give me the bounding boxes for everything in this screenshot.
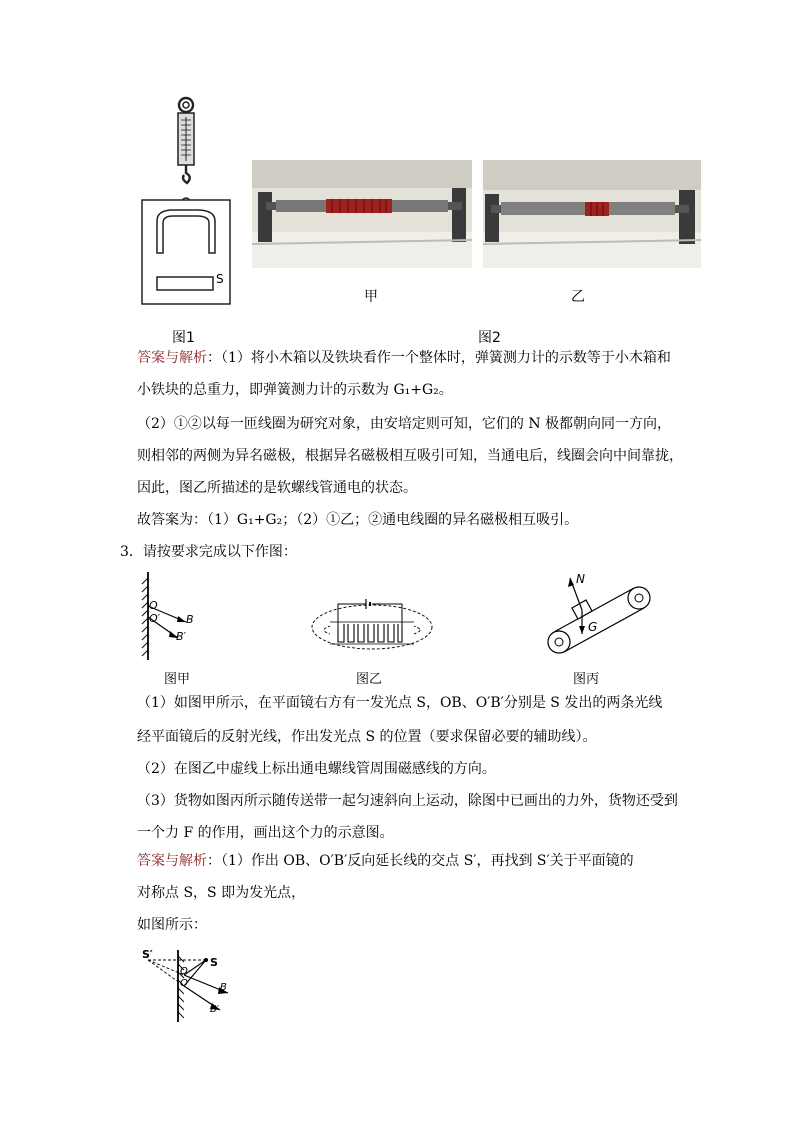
fig-bing-label-N: N <box>576 572 585 586</box>
photo-yi-label: 乙 <box>571 289 585 305</box>
fig-bing-label-G: G <box>588 620 598 634</box>
photo-jia-label: 甲 <box>364 289 378 305</box>
analysis1-line5: 因此，图乙所描述的是软螺线管通电的状态。 <box>137 480 417 496</box>
analysis-heading: 答案与解析 <box>137 350 207 366</box>
fig-yi-caption: 图乙 <box>356 672 383 687</box>
q3-item2: （2）在图乙中虚线上标出通电螺线管周围磁感线的方向。 <box>137 761 496 777</box>
solution-label-B2: B′ <box>210 1004 220 1015</box>
photo-solenoid-jia <box>252 160 472 268</box>
question3-heading: 3．请按要求完成以下作图： <box>120 544 297 560</box>
solution-label-B: B <box>220 982 227 993</box>
fig-jia-label-O2: O′ <box>149 612 161 625</box>
magnet-s-label: S <box>216 272 224 286</box>
analysis1-answer: 故答案为：（1）G₁+G₂；（2）①乙；②通电线圈的异名磁极相互吸引。 <box>137 512 579 528</box>
photo-solenoid-yi <box>483 160 701 268</box>
solution-label-S: S <box>210 956 218 969</box>
solution-mirror-diagram <box>140 948 250 1024</box>
fig-jia-label-B: B <box>186 613 194 626</box>
analysis-heading-2: 答案与解析 <box>137 853 207 869</box>
analysis1-line2: 小铁块的总重力，即弹簧测力计的示数为 G₁+G₂。 <box>137 382 453 398</box>
q3-item1-line2: 经平面镜后的反射光线，作出发光点 S 的位置（要求保留必要的辅助线）。 <box>137 729 597 745</box>
analysis1-line3: （2）①②以每一匝线圈为研究对象，由安培定则可知，它们的 N 极都朝向同一方向， <box>137 416 672 432</box>
fig-jia-caption: 图甲 <box>164 672 191 687</box>
solution-label-O2: O′ <box>180 978 191 989</box>
q3-item3-line1: （3）货物如图丙所示随传送带一起匀速斜向上运动，除图中已画出的力外，货物还受到 <box>137 793 678 809</box>
fig-jia-label-O: O <box>149 599 158 612</box>
analysis2-line3: 如图所示： <box>137 917 207 933</box>
solution-label-O: O <box>180 966 188 977</box>
fig-jia-label-B2: B′ <box>176 630 187 643</box>
figure-bing-conveyor <box>540 570 655 662</box>
analysis1-text: ：（1）将小木箱以及铁块看作一个整体时，弹簧测力计的示数等于小木箱和 <box>207 350 671 366</box>
analysis1-line1 <box>137 348 671 368</box>
analysis2-line1 <box>137 851 634 871</box>
analysis1-line4: 则相邻的两侧为异名磁极，根据异名磁极相互吸引可知，当通电后，线圈会向中间靠拢， <box>137 448 683 464</box>
q3-item1-line1: （1）如图甲所示，在平面镜右方有一发光点 S，OB、O′B′分别是 S 发出的两条光线 <box>137 695 663 711</box>
solution-label-S-prime: S′ <box>142 948 153 961</box>
analysis2-line2: 对称点 S，S 即为发光点， <box>137 885 306 901</box>
figure-yi-solenoid <box>310 594 435 662</box>
analysis2-text: ：（1）作出 OB、O′B′反向延长线的交点 S′，再找到 S′关于平面镜的 <box>207 853 634 869</box>
figure1-caption: 图1 <box>172 330 195 346</box>
fig-bing-caption: 图丙 <box>573 672 600 687</box>
figure2-caption: 图2 <box>478 330 501 346</box>
q3-item3-line2: 一个力 F 的作用，画出这个力的示意图。 <box>137 825 394 841</box>
